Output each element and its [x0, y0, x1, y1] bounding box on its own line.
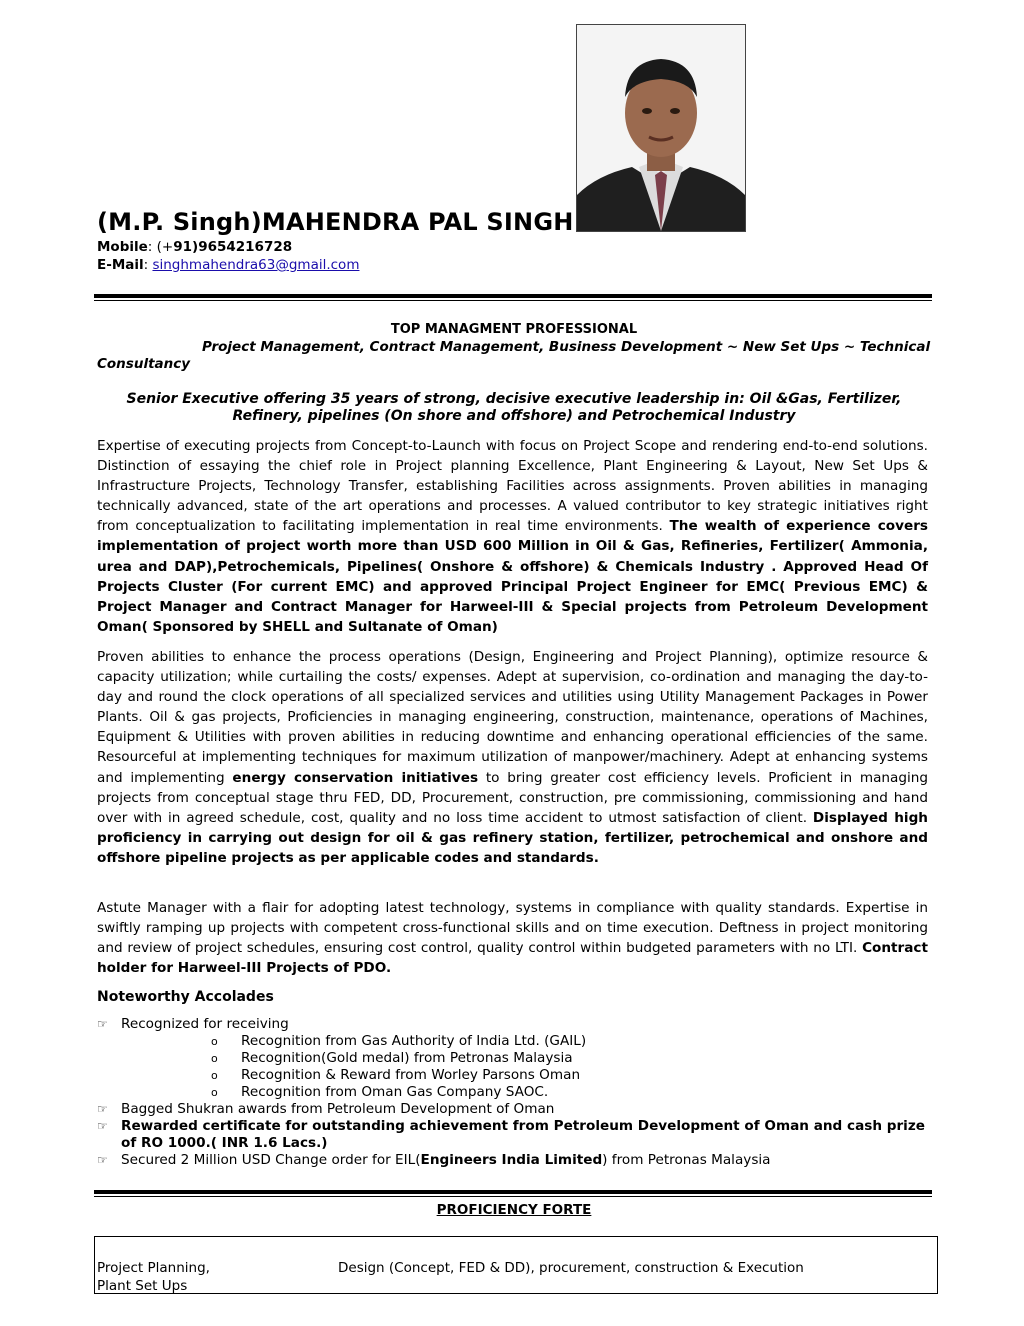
manager-paragraph: Astute Manager with a flair for adopting latest technology, systems in compliance with quality standards. Expertise in swiftly ramping up projects with competent cross-functional skills and on time execution. Deftness in project monitoring and review of project schedules, ensuring cost control, quality control within budgeted parameters with no LTI. Contract holder for Harweel-III Projects of PDO.	[97, 900, 928, 977]
recognition-sublist	[121, 1033, 929, 1101]
hand-pointer-icon: ☞	[97, 1119, 108, 1133]
email-link[interactable]: singhmahendra63@gmail.com	[152, 257, 360, 273]
hand-pointer-icon: ☞	[97, 1017, 108, 1031]
proficiency-heading: PROFICIENCY FORTE	[436, 1202, 592, 1218]
list-item: o Recognition & Reward from Worley Parsons Oman	[211, 1067, 581, 1083]
hand-pointer-icon: ☞	[97, 1102, 108, 1116]
section-divider	[94, 1190, 932, 1197]
candidate-name: (M.P. Singh)MAHENDRA PAL SINGH	[97, 208, 574, 236]
mobile-line: Mobile: (+91)9654216728	[97, 239, 293, 255]
list-item: o Recognition from Gas Authority of India Ltd. (GAIL)	[211, 1033, 587, 1049]
expertise-paragraph: Expertise of executing projects from Concept-to-Launch with focus on Project Scope and rendering end-to-end solutions. Distinction of essaying the chief role in Project planning Excellence, Plant Engineering & Layout, New Set Ups & Infrastructure Projects, Technology Transfer, establishing Facilities across assignments. Proven abilities in managing technically advanced, state of the art operations and processes. A valued contributor to key strategic initiatives right from conceptualization to facilitating implementation in real time environments. The wealth of experience covers implementation of project worth more than USD 600 Million in Oil & Gas, Refineries, Fertilizer( Ammonia, urea and DAP),Petrochemicals, Pipelines( Onshore & offshore) & Chemicals Industry . Approved Head Of Projects Cluster (For current EMC) and approved Principal Project Engineer for EMC( Previous EMC) & Project Manager and Contract Manager for Harweel-III & Special projects from Petroleum Development Oman( Sponsored by SHELL and Sultanate of Oman)	[97, 438, 929, 635]
abilities-paragraph: Proven abilities to enhance the process operations (Design, Engineering and Project Planning), optimize resource & capacity utilization; while curtailing the costs/ expenses. Adept at supervision, co-ordination and managing the day-to-day and round the clock operations of all specialized services and utilities using Utility Management Packages in Power Plants. Oil & gas projects, Proficiencies in managing engineering, construction, maintenance, operations of Machines, Equipment & Utilities with proven abilities in reducing downtime and enhancing operational efficiencies of the same. Resourceful at implementing techniques for maximum utilization of manpower/machinery. Adept at enhancing systems and implementing energy conservation initiatives to bring greater cost efficiency levels. Proficient in managing projects from conceptual stage thru FED, DD, Procurement, construction, pre commissioning, commissioning and hand over with in agreed schedule, cost, quality and no loss time accident to utmost satisfaction of client. Displayed high proficiency in carrying out design for oil & gas refinery station, fertilizer, petrochemical and onshore and offshore pipeline projects as per applicable codes and standards.	[97, 649, 928, 866]
proficiency-cell-right: Design (Concept, FED & DD), procurement, construction & Execution	[338, 1260, 804, 1276]
accolades-list	[97, 1016, 929, 1169]
circle-bullet-icon: o	[211, 1035, 218, 1048]
header-divider	[94, 294, 932, 301]
list-item: ☞ Bagged Shukran awards from Petroleum Development of Oman	[97, 1101, 555, 1117]
list-item: ☞ Rewarded certificate for outstanding achievement from Petroleum Development of Oman and cash prize of RO 1000.( INR 1.6 Lacs.)	[97, 1118, 925, 1151]
proficiency-cell-left: Project Planning, Plant Set Ups	[97, 1260, 210, 1294]
list-item: ☞ Recognized for receiving o Recognition from Gas Authority of India Ltd. (GAIL) o Recognition(Gold medal) from Petronas Malaysia o Recognition & Reward from Worley Parsons Oman o Recognition from Oman Gas Company SAOC.	[97, 1016, 929, 1101]
proficiency-table	[94, 1236, 938, 1294]
profile-subtitle: Project Management, Contract Management, Business Development ~ New Set Ups ~ Technical Consultancy	[97, 339, 931, 372]
circle-bullet-icon: o	[211, 1052, 218, 1065]
list-item: o Recognition from Oman Gas Company SAOC.	[211, 1084, 549, 1100]
circle-bullet-icon: o	[211, 1086, 218, 1099]
list-item: ☞ Secured 2 Million USD Change order for EIL(Engineers India Limited) from Petronas Malaysia	[97, 1152, 771, 1168]
executive-summary: Senior Executive offering 35 years of strong, decisive executive leadership in: Oil &Gas, Fertilizer, Refinery, pipelines (On shore and offshore) and Petrochemical Industry	[126, 391, 902, 424]
hand-pointer-icon: ☞	[97, 1153, 108, 1167]
profile-photo	[576, 24, 746, 232]
accolades-heading: Noteworthy Accolades	[97, 989, 274, 1005]
profile-title: TOP MANAGMENT PROFESSIONAL	[390, 322, 638, 337]
list-item: o Recognition(Gold medal) from Petronas Malaysia	[211, 1050, 573, 1066]
circle-bullet-icon: o	[211, 1069, 218, 1082]
email-line: E-Mail: singhmahendra63@gmail.com	[97, 257, 360, 273]
